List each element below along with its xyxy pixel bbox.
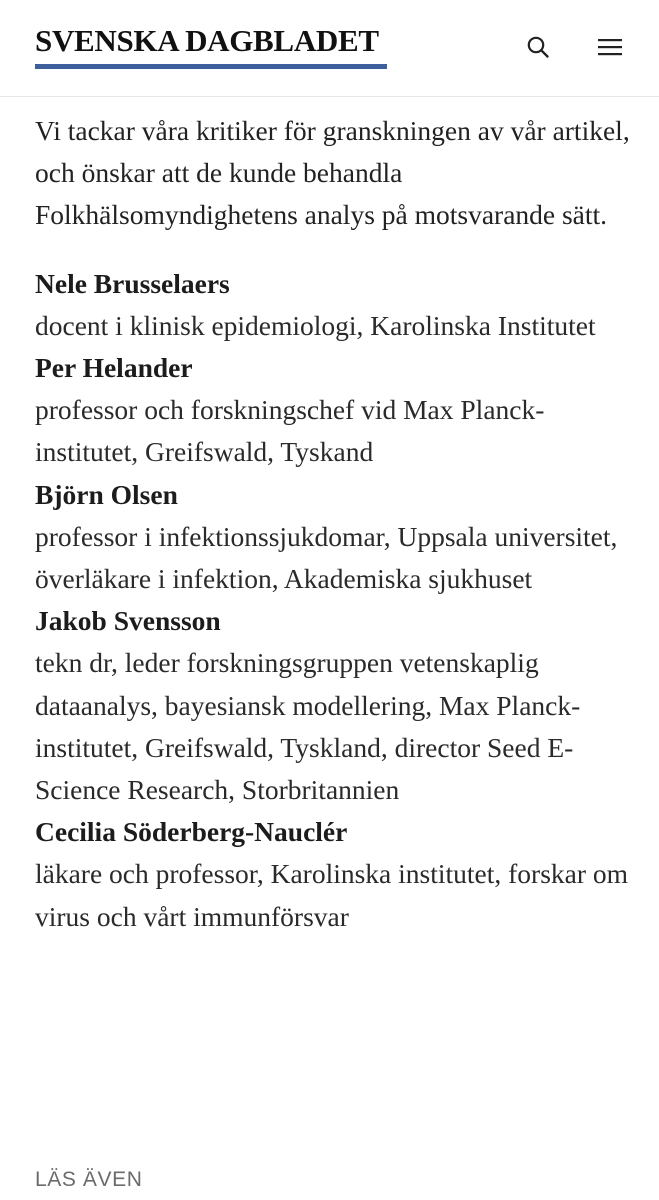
author-entry [35,811,635,938]
site-header [0,0,659,97]
author-name: Cecilia Söderberg-Nauclér [35,816,348,848]
author-name: Per Helander [35,352,193,384]
logo-underline [35,64,387,69]
author-name: Nele Brusselaers [35,267,230,299]
hamburger-menu-icon [597,36,623,58]
author-title: professor och forskningschef vid Max Planck-institutet, Greifswald, Tyskand [35,394,545,468]
site-logo[interactable]: SVENSKA DAGBLADET [35,23,379,58]
author-entry [35,347,635,474]
read-also-label: LÄS ÄVEN [35,1168,143,1191]
author-entry [35,474,635,601]
article-paragraph: Vi tackar våra kritiker för granskningen av vår artikel, och önskar att de kunde behandla Folkhälsomyndighetens analys på motsvarande sätt. [35,115,630,231]
search-button[interactable] [521,30,555,64]
author-name: Jakob Svensson [35,605,221,637]
author-entry [35,263,635,347]
search-icon [526,35,550,59]
author-name: Björn Olsen [35,478,178,510]
article-body [35,110,635,938]
author-title: tekn dr, leder forskningsgruppen vetenskaplig dataanalys, bayesiansk modellering, Max Planck-institutet, Greifswald, Tyskland, director Seed E-Science Research, Storbritannien [35,647,581,806]
author-title: läkare och professor, Karolinska institutet, forskar om virus och vårt immunförsvar [35,858,629,932]
author-entry [35,600,635,811]
menu-button[interactable] [593,30,627,64]
author-title: docent i klinisk epidemiologi, Karolinska Institutet [35,309,596,341]
author-title: professor i infektionssjukdomar, Uppsala universitet, överläkare i infektion, Akademiska sjukhuset [35,520,618,595]
author-list [35,263,635,938]
